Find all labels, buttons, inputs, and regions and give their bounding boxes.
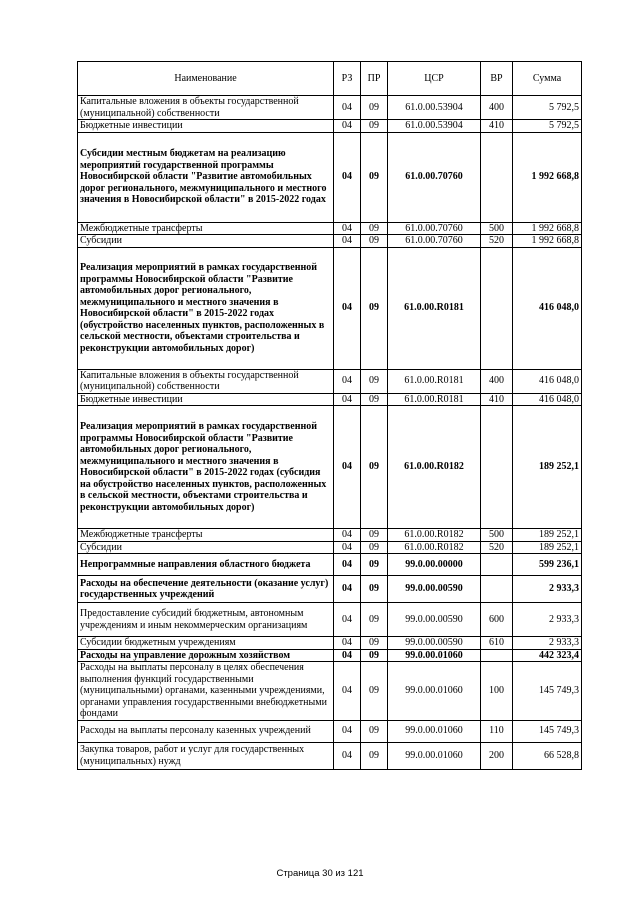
row-vr: 200 — [481, 742, 513, 769]
row-vr — [481, 554, 513, 576]
table-row — [78, 576, 582, 603]
row-rz: 04 — [334, 132, 361, 222]
table-row — [78, 393, 582, 406]
row-vr — [481, 247, 513, 369]
row-csr: 61.0.00.53904 — [388, 96, 481, 120]
row-rz: 04 — [334, 649, 361, 662]
row-rz: 04 — [334, 742, 361, 769]
row-pr: 09 — [361, 720, 388, 742]
header-name: Наименование — [78, 62, 334, 96]
table-row — [78, 247, 582, 369]
row-sum: 416 048,0 — [513, 369, 582, 393]
row-name: Субсидии бюджетным учреждениям — [78, 637, 334, 650]
row-vr — [481, 406, 513, 529]
header-pr: ПР — [361, 62, 388, 96]
table-row — [78, 369, 582, 393]
row-rz: 04 — [334, 720, 361, 742]
table-row — [78, 742, 582, 769]
table-header-row — [78, 62, 582, 96]
table-row — [78, 662, 582, 721]
row-sum: 442 323,4 — [513, 649, 582, 662]
row-pr: 09 — [361, 393, 388, 406]
row-pr: 09 — [361, 369, 388, 393]
row-rz: 04 — [334, 554, 361, 576]
row-sum: 599 236,1 — [513, 554, 582, 576]
row-vr: 400 — [481, 96, 513, 120]
row-name: Расходы на обеспечение деятельности (оказание услуг) государственных учреждений — [78, 576, 334, 603]
row-sum: 189 252,1 — [513, 406, 582, 529]
row-vr: 100 — [481, 662, 513, 721]
row-vr: 410 — [481, 120, 513, 133]
row-name: Расходы на выплаты персоналу казенных учреждений — [78, 720, 334, 742]
row-csr: 99.0.00.01060 — [388, 742, 481, 769]
table-row — [78, 222, 582, 235]
row-sum: 2 933,3 — [513, 576, 582, 603]
row-pr: 09 — [361, 637, 388, 650]
row-csr: 61.0.00.R0181 — [388, 369, 481, 393]
row-rz: 04 — [334, 637, 361, 650]
row-csr: 99.0.00.01060 — [388, 662, 481, 721]
row-pr: 09 — [361, 603, 388, 637]
row-vr: 610 — [481, 637, 513, 650]
row-csr: 99.0.00.00590 — [388, 603, 481, 637]
row-name: Субсидии местным бюджетам на реализацию мероприятий государственной программы Новосибирской области "Развитие автомобильных дорог регионального, межмуниципального и местного значения в Новосибирской области" в 2015-2022 годах — [78, 132, 334, 222]
row-rz: 04 — [334, 96, 361, 120]
header-csr: ЦСР — [388, 62, 481, 96]
row-vr — [481, 132, 513, 222]
table-row — [78, 637, 582, 650]
row-name: Субсидии — [78, 235, 334, 248]
row-rz: 04 — [334, 576, 361, 603]
row-name: Бюджетные инвестиции — [78, 393, 334, 406]
row-name: Капитальные вложения в объекты государственной (муниципальной) собственности — [78, 96, 334, 120]
row-name: Непрограммные направления областного бюджета — [78, 554, 334, 576]
row-pr: 09 — [361, 554, 388, 576]
row-csr: 99.0.00.00000 — [388, 554, 481, 576]
row-pr: 09 — [361, 406, 388, 529]
row-vr: 520 — [481, 235, 513, 248]
row-vr — [481, 576, 513, 603]
row-vr: 500 — [481, 222, 513, 235]
row-rz: 04 — [334, 529, 361, 542]
table-row — [78, 720, 582, 742]
row-csr: 99.0.00.01060 — [388, 720, 481, 742]
table-row — [78, 554, 582, 576]
row-csr: 61.0.00.70760 — [388, 235, 481, 248]
row-sum: 5 792,5 — [513, 120, 582, 133]
row-name: Расходы на выплаты персоналу в целях обеспечения выполнения функций государственными (муниципальными) органами, казенными учреждениями, органами управления государственными внебюджетными фондами — [78, 662, 334, 721]
row-sum: 416 048,0 — [513, 393, 582, 406]
row-pr: 09 — [361, 222, 388, 235]
row-csr: 61.0.00.R0182 — [388, 541, 481, 554]
row-pr: 09 — [361, 120, 388, 133]
row-csr: 61.0.00.R0181 — [388, 247, 481, 369]
row-name: Реализация мероприятий в рамках государственной программы Новосибирской области "Развитие автомобильных дорог регионального, межмуниципального и местного значения в Новосибирской области" в 2015-2022 годах (обустройство населенных пунктов, расположенных в сельской местности, объектами строительства и реконструкции автомобильных дорог) — [78, 247, 334, 369]
row-sum: 1 992 668,8 — [513, 222, 582, 235]
row-rz: 04 — [334, 603, 361, 637]
row-vr: 400 — [481, 369, 513, 393]
row-vr: 520 — [481, 541, 513, 554]
row-sum: 66 528,8 — [513, 742, 582, 769]
row-rz: 04 — [334, 662, 361, 721]
row-csr: 99.0.00.01060 — [388, 649, 481, 662]
row-name: Закупка товаров, работ и услуг для государственных (муниципальных) нужд — [78, 742, 334, 769]
row-sum: 189 252,1 — [513, 529, 582, 542]
row-pr: 09 — [361, 649, 388, 662]
header-sum: Сумма — [513, 62, 582, 96]
row-sum: 189 252,1 — [513, 541, 582, 554]
row-sum: 2 933,3 — [513, 603, 582, 637]
row-rz: 04 — [334, 406, 361, 529]
budget-table — [77, 61, 582, 770]
table-row — [78, 120, 582, 133]
row-name: Капитальные вложения в объекты государственной (муниципальной) собственности — [78, 369, 334, 393]
row-name: Расходы на управление дорожным хозяйством — [78, 649, 334, 662]
row-rz: 04 — [334, 247, 361, 369]
row-csr: 61.0.00.70760 — [388, 222, 481, 235]
table-row — [78, 132, 582, 222]
page-number: Страница 30 из 121 — [276, 868, 364, 879]
row-vr: 600 — [481, 603, 513, 637]
row-pr: 09 — [361, 235, 388, 248]
table-row — [78, 649, 582, 662]
row-rz: 04 — [334, 541, 361, 554]
row-sum: 145 749,3 — [513, 662, 582, 721]
row-name: Межбюджетные трансферты — [78, 529, 334, 542]
row-pr: 09 — [361, 96, 388, 120]
row-vr: 500 — [481, 529, 513, 542]
header-rz: РЗ — [334, 62, 361, 96]
row-vr: 410 — [481, 393, 513, 406]
row-sum: 1 992 668,8 — [513, 235, 582, 248]
row-pr: 09 — [361, 576, 388, 603]
row-vr — [481, 649, 513, 662]
row-csr: 99.0.00.00590 — [388, 576, 481, 603]
row-sum: 2 933,3 — [513, 637, 582, 650]
row-sum: 416 048,0 — [513, 247, 582, 369]
row-rz: 04 — [334, 393, 361, 406]
row-vr: 110 — [481, 720, 513, 742]
table-row — [78, 541, 582, 554]
table-row — [78, 603, 582, 637]
table-row — [78, 529, 582, 542]
row-csr: 99.0.00.00590 — [388, 637, 481, 650]
table-row — [78, 406, 582, 529]
row-pr: 09 — [361, 662, 388, 721]
row-sum: 1 992 668,8 — [513, 132, 582, 222]
row-rz: 04 — [334, 369, 361, 393]
row-csr: 61.0.00.R0182 — [388, 406, 481, 529]
row-csr: 61.0.00.R0182 — [388, 529, 481, 542]
row-rz: 04 — [334, 120, 361, 133]
row-csr: 61.0.00.70760 — [388, 132, 481, 222]
table-body — [78, 96, 582, 770]
table-row — [78, 235, 582, 248]
row-csr: 61.0.00.53904 — [388, 120, 481, 133]
row-sum: 145 749,3 — [513, 720, 582, 742]
row-pr: 09 — [361, 247, 388, 369]
table-row — [78, 96, 582, 120]
row-rz: 04 — [334, 222, 361, 235]
row-name: Реализация мероприятий в рамках государственной программы Новосибирской области "Развитие автомобильных дорог регионального, межмуниципального и местного значения в Новосибирской области" в 2015-2022 годах (субсидия на обустройство населенных пунктов, расположенных в сельской местности, объектами строительства и реконструкции автомобильных дорог) — [78, 406, 334, 529]
row-pr: 09 — [361, 541, 388, 554]
row-pr: 09 — [361, 132, 388, 222]
row-name: Бюджетные инвестиции — [78, 120, 334, 133]
row-csr: 61.0.00.R0181 — [388, 393, 481, 406]
row-name: Предоставление субсидий бюджетным, автономным учреждениям и иным некоммерческим организациям — [78, 603, 334, 637]
row-name: Межбюджетные трансферты — [78, 222, 334, 235]
row-name: Субсидии — [78, 541, 334, 554]
header-vr: ВР — [481, 62, 513, 96]
row-pr: 09 — [361, 529, 388, 542]
row-rz: 04 — [334, 235, 361, 248]
row-sum: 5 792,5 — [513, 96, 582, 120]
row-pr: 09 — [361, 742, 388, 769]
